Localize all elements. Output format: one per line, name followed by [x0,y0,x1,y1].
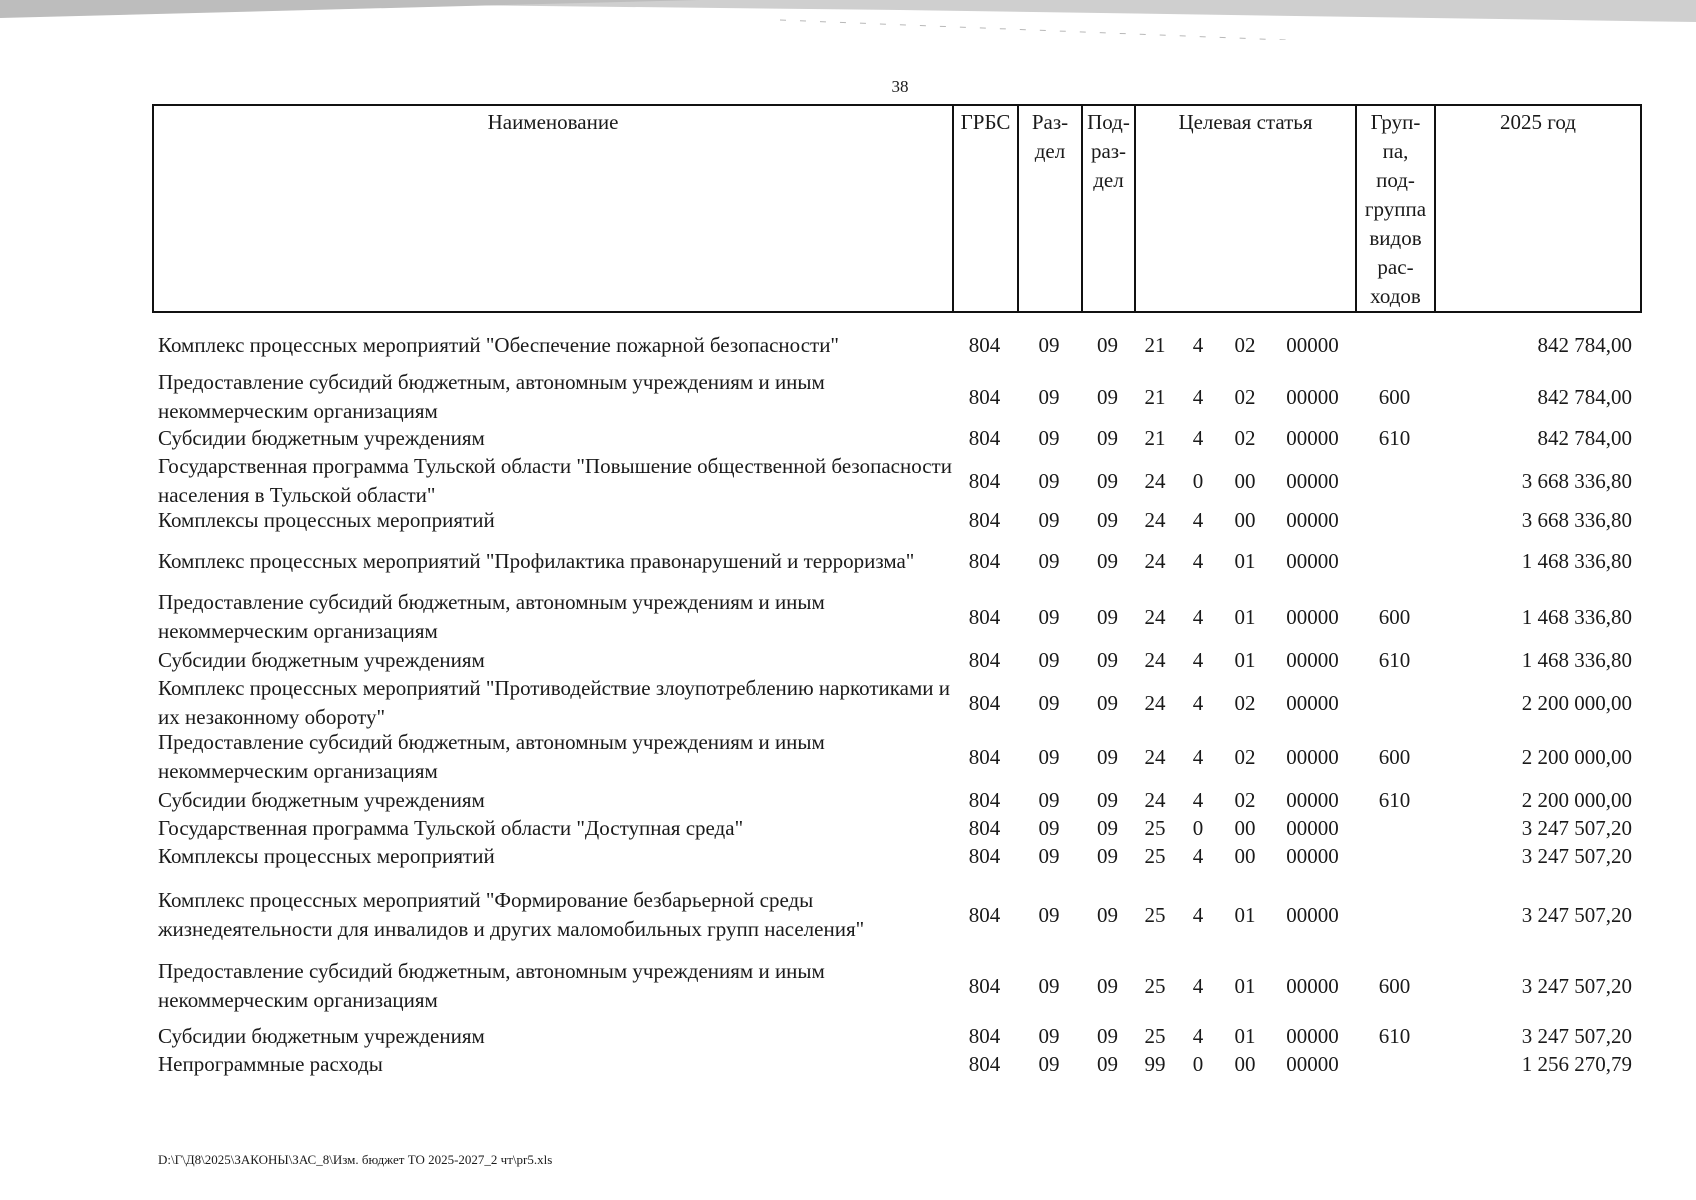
row-podrazdel: 09 [1097,1052,1118,1076]
row-celevaya-type: 4 [1192,548,1204,573]
row-celevaya-program: 25 [1144,844,1166,868]
row-razdel: 09 [1038,384,1060,409]
row-razdel: 09 [1038,604,1060,629]
row-grbs: 804 [968,1052,1001,1076]
row-celevaya-type: 4 [1192,690,1204,715]
row-grbs: 804 [968,788,1001,812]
row-name: Непрограммные расходы [158,1052,383,1076]
row-celevaya-program: 21 [1144,384,1166,409]
row-podrazdel: 09 [1097,744,1118,769]
row-podrazdel: 09 [1097,384,1118,409]
row-celevaya-program: 25 [1144,1024,1166,1048]
row-name: Субсидии бюджетным учреждениям [158,788,485,812]
header-gruppa-vidov-rashodov: Груп- па, под- группа видов рас- ходов [1357,106,1436,311]
table-row [152,368,1642,424]
row-celevaya-type: 4 [1192,744,1204,769]
row-amount-2025: 1 468 336,80 [1521,548,1632,573]
row-celevaya-type: 4 [1192,788,1204,812]
row-celevaya-type: 0 [1192,468,1204,493]
row-celevaya-code: 00000 [1286,744,1339,769]
row-celevaya-type: 4 [1192,648,1204,672]
row-celevaya-type: 0 [1192,816,1204,840]
row-name: Предоставление субсидий бюджетным, автономным учреждениям и иным некоммерческим организациям [158,959,825,1012]
row-celevaya-program: 24 [1144,548,1166,573]
row-amount-2025: 3 668 336,80 [1521,508,1632,532]
row-celevaya-type: 4 [1192,508,1204,532]
header-celevaya-statya: Целевая статья [1136,106,1357,311]
row-celevaya-subprogram: 00 [1234,508,1256,532]
row-amount-2025: 2 200 000,00 [1521,690,1632,715]
row-podrazdel: 09 [1097,548,1118,573]
row-celevaya-code: 00000 [1286,1024,1339,1048]
row-name: Комплекс процессных мероприятий "Профилактика правонарушений и терроризма" [158,548,915,573]
row-celevaya-subprogram: 01 [1234,902,1256,927]
row-amount-2025: 842 784,00 [1537,332,1632,357]
row-amount-2025: 1 256 270,79 [1521,1052,1632,1076]
row-amount-2025: 1 468 336,80 [1521,604,1632,629]
table-row [152,534,1642,588]
row-name: Предоставление субсидий бюджетным, автономным учреждениям и иным некоммерческим организациям [158,370,825,423]
header-year: 2025 год [1500,110,1576,134]
row-grbs: 804 [968,744,1001,769]
header-name: Наименование [154,106,954,311]
row-vid-rashodov: 600 [1378,744,1411,769]
table-row [152,880,1642,950]
row-vid-rashodov: 610 [1378,788,1411,812]
row-celevaya-type: 0 [1192,1052,1204,1076]
row-celevaya-subprogram: 01 [1234,1024,1256,1048]
row-celevaya-program: 99 [1144,1052,1166,1076]
row-celevaya-subprogram: 00 [1234,1052,1256,1076]
row-amount-2025: 842 784,00 [1537,426,1632,450]
row-name: Субсидии бюджетным учреждениям [158,1024,485,1048]
row-razdel: 09 [1038,973,1060,998]
row-amount-2025: 842 784,00 [1537,384,1632,409]
row-celevaya-code: 00000 [1286,508,1339,532]
row-razdel: 09 [1038,468,1060,493]
row-celevaya-program: 24 [1144,508,1166,532]
row-grbs: 804 [968,426,1001,450]
row-razdel: 09 [1038,844,1060,868]
row-celevaya-subprogram: 02 [1234,744,1256,769]
table-body [152,322,1642,1078]
row-podrazdel: 09 [1097,788,1118,812]
row-amount-2025: 1 468 336,80 [1521,648,1632,672]
row-celevaya-code: 00000 [1286,384,1339,409]
footer-file-path: D:\Г\Д8\2025\ЗАКОНЫ\ЗАС_8\Изм. бюджет ТО 2025-2027_2 чт\pr5.xls [158,1152,553,1167]
row-name: Государственная программа Тульской области "Доступная среда" [158,816,744,840]
table-row [152,950,1642,1022]
row-vid-rashodov: 610 [1378,1024,1411,1048]
row-vid-rashodov: 610 [1378,426,1411,450]
row-grbs: 804 [968,384,1001,409]
row-celevaya-program: 24 [1144,690,1166,715]
row-celevaya-type: 4 [1192,604,1204,629]
row-podrazdel: 09 [1097,332,1118,357]
row-amount-2025: 3 247 507,20 [1521,816,1632,840]
row-podrazdel: 09 [1097,1024,1118,1048]
row-razdel: 09 [1038,788,1060,812]
header-grbs: ГРБС [954,106,1019,311]
row-celevaya-code: 00000 [1286,648,1339,672]
table-row [152,814,1642,842]
row-celevaya-program: 21 [1144,426,1166,450]
row-razdel: 09 [1038,508,1060,532]
row-celevaya-program: 24 [1144,468,1166,493]
row-celevaya-type: 4 [1192,332,1204,357]
row-grbs: 804 [968,468,1001,493]
header-razdel: Раз- дел [1019,106,1083,311]
row-grbs: 804 [968,648,1001,672]
table-row [152,1050,1642,1078]
row-razdel: 09 [1038,1052,1060,1076]
row-celevaya-type: 4 [1192,973,1204,998]
row-celevaya-code: 00000 [1286,788,1339,812]
page-number: 38 [891,77,909,96]
row-razdel: 09 [1038,548,1060,573]
row-celevaya-subprogram: 01 [1234,604,1256,629]
row-celevaya-program: 25 [1144,816,1166,840]
row-grbs: 804 [968,604,1001,629]
table-row [152,588,1642,646]
row-celevaya-code: 00000 [1286,690,1339,715]
row-razdel: 09 [1038,816,1060,840]
row-celevaya-subprogram: 02 [1234,332,1256,357]
row-celevaya-subprogram: 02 [1234,426,1256,450]
row-celevaya-program: 24 [1144,648,1166,672]
row-celevaya-subprogram: 02 [1234,788,1256,812]
row-celevaya-subprogram: 01 [1234,548,1256,573]
row-vid-rashodov: 600 [1378,973,1411,998]
row-podrazdel: 09 [1097,844,1118,868]
row-celevaya-code: 00000 [1286,816,1339,840]
row-celevaya-code: 00000 [1286,548,1339,573]
row-celevaya-subprogram: 00 [1234,468,1256,493]
row-grbs: 804 [968,844,1001,868]
row-celevaya-subprogram: 01 [1234,648,1256,672]
row-amount-2025: 2 200 000,00 [1521,744,1632,769]
row-grbs: 804 [968,332,1001,357]
row-celevaya-subprogram: 00 [1234,816,1256,840]
row-amount-2025: 2 200 000,00 [1521,788,1632,812]
row-celevaya-code: 00000 [1286,604,1339,629]
row-razdel: 09 [1038,332,1060,357]
row-name: Комплексы процессных мероприятий [158,844,495,868]
row-razdel: 09 [1038,648,1060,672]
row-podrazdel: 09 [1097,426,1118,450]
row-amount-2025: 3 247 507,20 [1521,973,1632,998]
header-podrazdel: Под- раз- дел [1083,106,1136,311]
row-celevaya-program: 24 [1144,788,1166,812]
row-podrazdel: 09 [1097,508,1118,532]
table-row [152,424,1642,452]
row-celevaya-program: 24 [1144,744,1166,769]
row-celevaya-program: 24 [1144,604,1166,629]
row-celevaya-type: 4 [1192,1024,1204,1048]
table-row [152,674,1642,728]
row-grbs: 804 [968,508,1001,532]
row-razdel: 09 [1038,902,1060,927]
row-celevaya-code: 00000 [1286,973,1339,998]
row-amount-2025: 3 247 507,20 [1521,844,1632,868]
row-celevaya-code: 00000 [1286,1052,1339,1076]
row-razdel: 09 [1038,690,1060,715]
row-celevaya-program: 21 [1144,332,1166,357]
row-celevaya-program: 25 [1144,902,1166,927]
row-amount-2025: 3 247 507,20 [1521,902,1632,927]
row-razdel: 09 [1038,744,1060,769]
table-header [152,104,1642,313]
row-podrazdel: 09 [1097,690,1118,715]
row-podrazdel: 09 [1097,973,1118,998]
row-vid-rashodov: 600 [1378,604,1411,629]
row-podrazdel: 09 [1097,648,1118,672]
table-row [152,322,1642,368]
row-celevaya-type: 4 [1192,384,1204,409]
scan-edge-shadow [0,0,1696,40]
table-row [152,646,1642,674]
row-celevaya-type: 4 [1192,426,1204,450]
table-row [152,1022,1642,1050]
row-name: Предоставление субсидий бюджетным, автономным учреждениям и иным некоммерческим организациям [158,590,825,643]
row-name: Комплекс процессных мероприятий "Обеспечение пожарной безопасности" [158,332,840,357]
row-grbs: 804 [968,902,1001,927]
row-celevaya-code: 00000 [1286,902,1339,927]
row-celevaya-code: 00000 [1286,332,1339,357]
row-amount-2025: 3 668 336,80 [1521,468,1632,493]
row-name: Субсидии бюджетным учреждениям [158,648,485,672]
row-podrazdel: 09 [1097,816,1118,840]
row-razdel: 09 [1038,426,1060,450]
table-row [152,842,1642,870]
row-celevaya-code: 00000 [1286,426,1339,450]
row-celevaya-code: 00000 [1286,468,1339,493]
row-celevaya-code: 00000 [1286,844,1339,868]
row-name: Субсидии бюджетным учреждениям [158,426,485,450]
row-grbs: 804 [968,690,1001,715]
row-celevaya-type: 4 [1192,844,1204,868]
row-name: Комплексы процессных мероприятий [158,508,495,532]
row-celevaya-subprogram: 02 [1234,690,1256,715]
row-name: Комплекс процессных мероприятий "Формирование безбарьерной среды жизнедеятельности для инвалидов и других маломобильных групп населения" [158,888,865,941]
table-row [152,728,1642,786]
table-row [152,452,1642,506]
row-celevaya-type: 4 [1192,902,1204,927]
table-row [152,506,1642,534]
row-name: Государственная программа Тульской области "Повышение общественной безопасности населения в Тульской области" [158,454,952,507]
row-grbs: 804 [968,816,1001,840]
row-grbs: 804 [968,1024,1001,1048]
row-grbs: 804 [968,973,1001,998]
row-vid-rashodov: 610 [1378,648,1411,672]
row-razdel: 09 [1038,1024,1060,1048]
row-podrazdel: 09 [1097,902,1118,927]
row-name: Предоставление субсидий бюджетным, автономным учреждениям и иным некоммерческим организациям [158,730,825,783]
row-podrazdel: 09 [1097,468,1118,493]
row-celevaya-program: 25 [1144,973,1166,998]
row-celevaya-subprogram: 01 [1234,973,1256,998]
row-name: Комплекс процессных мероприятий "Противодействие злоупотреблению наркотиками и их незаконному обороту" [158,676,950,729]
row-celevaya-subprogram: 00 [1234,844,1256,868]
row-celevaya-subprogram: 02 [1234,384,1256,409]
row-grbs: 804 [968,548,1001,573]
table-row [152,786,1642,814]
row-vid-rashodov: 600 [1378,384,1411,409]
row-podrazdel: 09 [1097,604,1118,629]
row-amount-2025: 3 247 507,20 [1521,1024,1632,1048]
